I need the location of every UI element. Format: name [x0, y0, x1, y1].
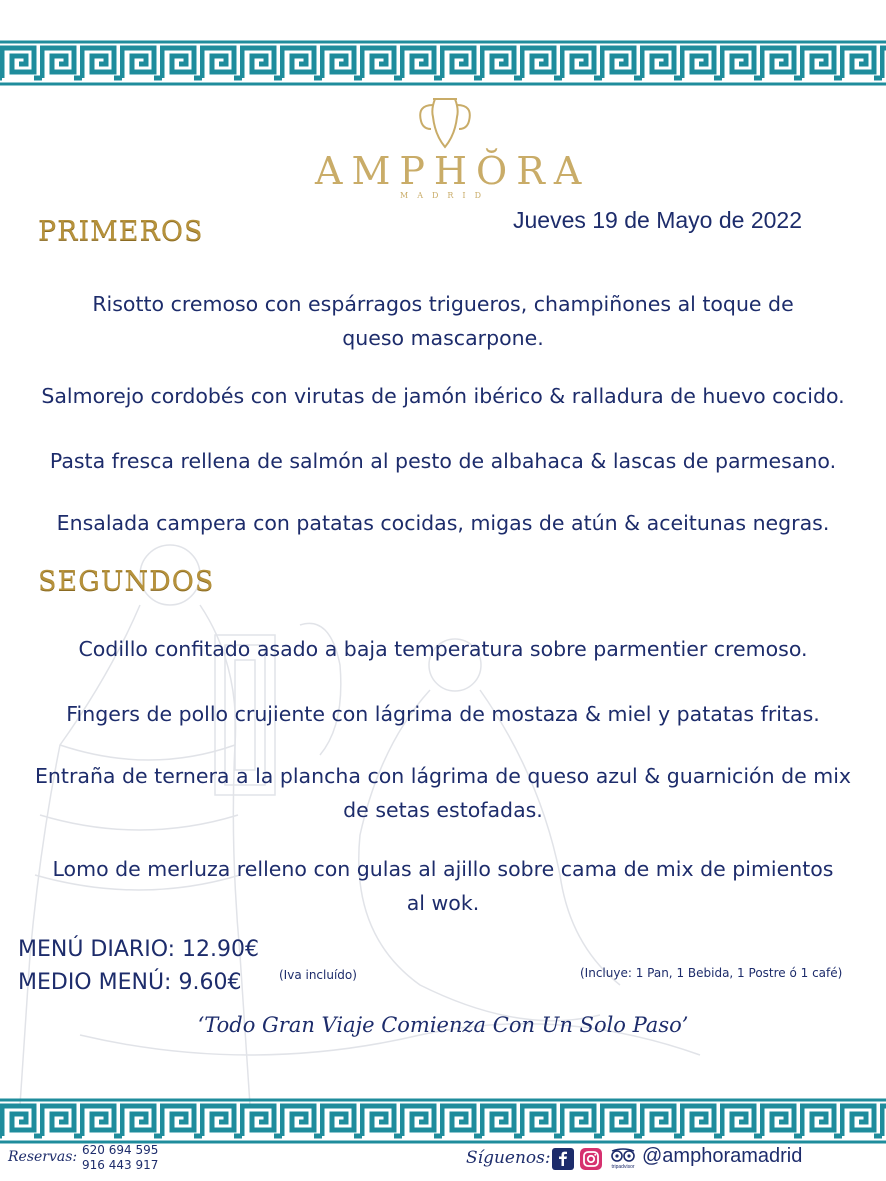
dish-line: Codillo confitado asado a baja temperatura sobre parmentier cremoso. — [78, 637, 808, 661]
instagram-icon[interactable] — [580, 1148, 602, 1170]
tax-note: (Iva incluído) — [279, 968, 357, 982]
brand-city: MADRID — [400, 191, 490, 200]
tripadvisor-icon[interactable] — [608, 1148, 638, 1170]
dish-item — [0, 759, 886, 827]
amphora-logo — [315, 95, 591, 215]
dish-item — [0, 506, 886, 540]
phone-number[interactable]: 620 694 595 — [82, 1143, 159, 1157]
dish-line: Pasta fresca rellena de salmón al pesto de albahaca & lascas de parmesano. — [49, 449, 837, 473]
dish-item — [40, 852, 846, 920]
section-title-primeros: PRIMEROS — [38, 216, 204, 247]
dish-line: al wok. — [406, 891, 480, 915]
dish-item — [0, 632, 886, 666]
follow-label: Síguenos: — [466, 1148, 551, 1168]
reservations-label: Reservas: — [8, 1149, 78, 1165]
includes-note: (Incluye: 1 Pan, 1 Bebida, 1 Postre ó 1 café) — [580, 966, 843, 980]
dish-line: Entraña de ternera a la plancha con lágrima de queso azul & guarnición de mix — [34, 764, 852, 788]
dish-line: Salmorejo cordobés con virutas de jamón ibérico & ralladura de huevo cocido. — [41, 384, 845, 408]
dish-line: Fingers de pollo crujiente con lágrima de mostaza & miel y patatas fritas. — [66, 702, 820, 726]
motto-quote: ‘Todo Gran Viaje Comienza Con Un Solo Paso’ — [197, 1013, 689, 1037]
greek-key-border-bottom — [0, 1098, 886, 1144]
social-block — [466, 1144, 886, 1174]
dish-item — [0, 379, 886, 413]
menu-date: Jueves 19 de Mayo de 2022 — [513, 207, 802, 233]
dish-line: Ensalada campera con patatas cocidas, migas de atún & aceitunas negras. — [56, 511, 830, 535]
tripadvisor-label: tripadvisor — [611, 1164, 635, 1170]
dish-line: de setas estofadas. — [343, 798, 543, 822]
facebook-icon[interactable] — [552, 1148, 574, 1170]
price-daily-menu: MENÚ DIARIO: 12.90€ — [18, 937, 260, 962]
dish-line: Lomo de merluza relleno con gulas al ajillo sobre cama de mix de pimientos — [52, 857, 834, 881]
phone-number[interactable]: 916 443 917 — [82, 1158, 159, 1172]
section-title-segundos: SEGUNDOS — [38, 566, 215, 597]
amphora-icon — [411, 95, 479, 150]
greek-key-border-top — [0, 40, 886, 86]
price-half-menu: MEDIO MENÚ: 9.60€ — [18, 970, 242, 995]
dish-item — [0, 287, 886, 355]
dish-line: queso mascarpone. — [342, 326, 544, 350]
social-handle[interactable]: @amphoramadrid — [642, 1145, 803, 1167]
dish-line: Risotto cremoso con espárragos trigueros, champiñones al toque de — [92, 292, 794, 316]
dish-item — [0, 697, 886, 731]
dish-item — [0, 444, 886, 478]
brand-name: AMPHŎRA — [315, 149, 591, 193]
